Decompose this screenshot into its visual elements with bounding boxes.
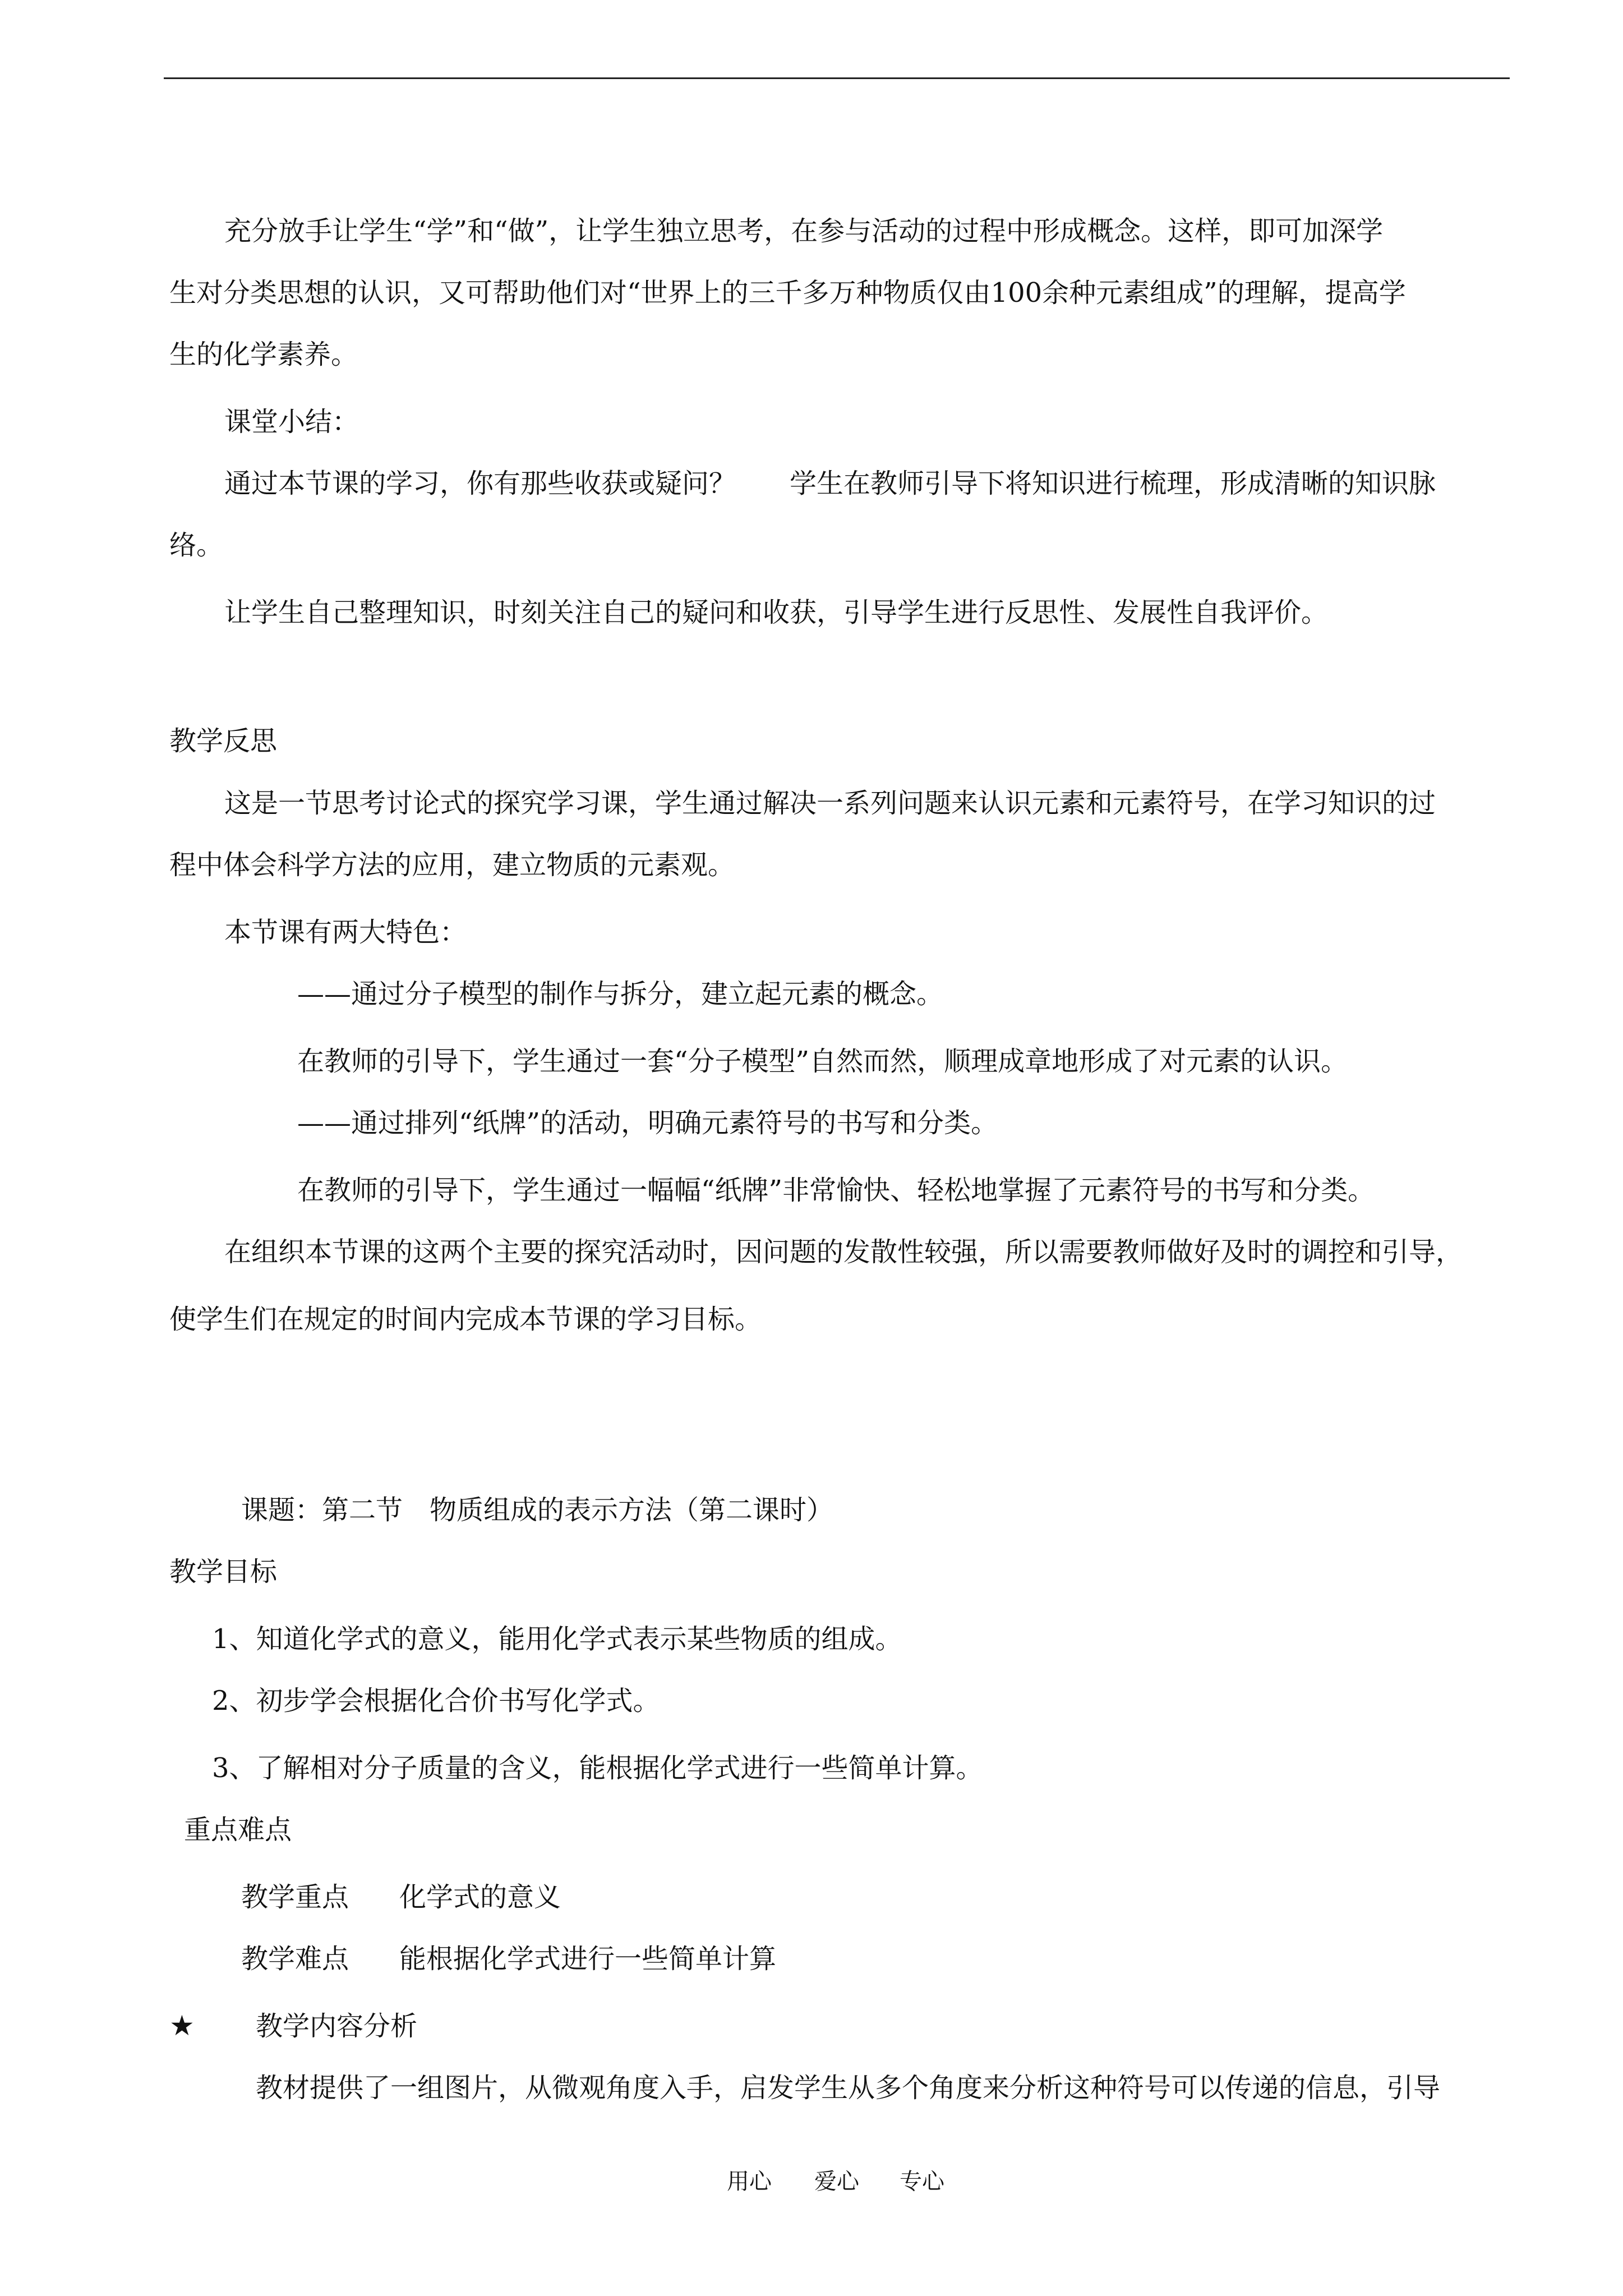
reflection-closing1: 在组织本节课的这两个主要的探究活动时，因问题的发散性较强，所以需要教师做好及时的调控和引导， [224, 1236, 1463, 1268]
summary-line1: 通过本节课的学习，你有那些收获或疑问？ 学生在教师引导下将知识进行梳理，形成清晰的知识脉 [224, 468, 1436, 499]
reflection-closing2: 使学生们在规定的时间内完成本节课的学习目标。 [169, 1304, 762, 1335]
feature1: ——通过分子模型的制作与拆分，建立起元素的概念。 [297, 978, 944, 1010]
features-heading: 本节课有两大特色： [224, 917, 467, 948]
analysis-line1: 教材提供了一组图片，从微观角度入手，启发学生从多个角度来分析这种符号可以传递的信息，引导 [256, 2072, 1441, 2104]
feature2: ——通过排列“纸牌”的活动，明确元素符号的书写和分类。 [297, 1107, 998, 1139]
star-icon: ★ [169, 2009, 195, 2042]
key-point-label: 教学重点 [241, 1881, 349, 1913]
feature2-detail: 在教师的引导下，学生通过一幅幅“纸牌”非常愉快、轻松地掌握了元素符号的书写和分类。 [297, 1175, 1375, 1206]
key-point-value: 化学式的意义 [399, 1881, 561, 1913]
reflection-line2: 程中体会科学方法的应用，建立物质的元素观。 [169, 849, 735, 881]
reflection-line1: 这是一节思考讨论式的探究学习课，学生通过解决一系列问题来认识元素和元素符号，在学习知识的过 [224, 788, 1436, 819]
objective-1: 1、知道化学式的意义，能用化学式表示某些物质的组成。 [212, 1623, 902, 1655]
summary-line2: 络。 [169, 530, 224, 561]
header-rule [164, 77, 1510, 79]
lesson-title: 课题：第二节 物质组成的表示方法（第二课时） [241, 1494, 834, 1526]
objectives-heading: 教学目标 [169, 1556, 278, 1588]
reflection-heading: 教学反思 [169, 725, 278, 757]
objective-2: 2、初步学会根据化合价书写化学式。 [212, 1685, 660, 1717]
footer-text-3: 专心 [900, 2169, 944, 2194]
paragraph1-line1: 充分放手让学生“学”和“做”，让学生独立思考，在参与活动的过程中形成概念。这样，即可加深学 [224, 215, 1384, 247]
difficulty-value: 能根据化学式进行一些简单计算 [399, 1943, 777, 1975]
paragraph1-line3: 生的化学素养。 [169, 339, 358, 370]
footer-text-1: 用心 [727, 2169, 772, 2194]
key-heading: 重点难点 [184, 1814, 292, 1846]
objective-3: 3、了解相对分子质量的含义，能根据化学式进行一些简单计算。 [212, 1752, 983, 1784]
feature1-detail: 在教师的引导下，学生通过一套“分子模型”自然而然，顺理成章地形成了对元素的认识。 [297, 1046, 1348, 1077]
analysis-heading: 教学内容分析 [256, 2010, 418, 2042]
footer-text-2: 爱心 [814, 2169, 859, 2194]
summary-heading: 课堂小结： [224, 406, 359, 438]
paragraph1-line2: 生对分类思想的认识，又可帮助他们对“世界上的三千多万种物质仅由100余种元素组成”的理解，提高学 [169, 277, 1406, 309]
difficulty-label: 教学难点 [241, 1943, 349, 1975]
summary-line3: 让学生自己整理知识，时刻关注自己的疑问和收获，引导学生进行反思性、发展性自我评价。 [224, 597, 1329, 628]
